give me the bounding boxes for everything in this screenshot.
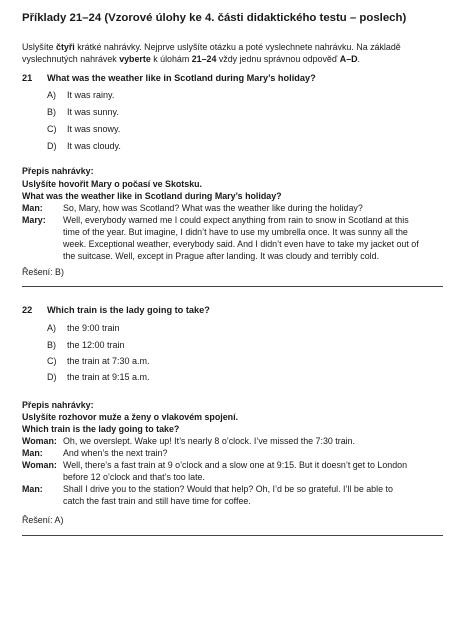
dialogue-text: Shall I drive you to the station? Would that help? Oh, I’d be so grateful. I’ll be able to	[63, 484, 393, 494]
dialogue-text: Oh, we overslept. Wake up! It’s nearly 8 o’clock. I’ve missed the 7:30 train.	[63, 436, 356, 446]
answer-option-c	[47, 356, 150, 366]
option-text: the train at 9:15 a.m.	[67, 372, 150, 382]
option-text: It was rainy.	[67, 90, 115, 100]
instr-text: vyslechnutých nahrávek	[22, 54, 120, 64]
question-number: 21	[22, 73, 33, 83]
speaker-label: Woman:	[22, 460, 57, 470]
instr-bold: čtyři	[56, 42, 75, 52]
instructions-line-1	[22, 41, 401, 53]
dialogue-text: Well, there’s a fast train at 9 o’clock and a slow one at 9:15. But it doesn’t get to London	[63, 460, 408, 470]
dialogue-text: Well, everybody warned me I could expect anything from rain to snow in Scotland at this	[63, 215, 409, 225]
option-letter: B)	[47, 340, 56, 350]
dialogue-line	[22, 447, 167, 459]
transcript-intro: Uslyšíte hovořit Mary o počasí ve Skotsku.	[22, 179, 203, 189]
instr-text: Uslyšíte	[22, 42, 57, 52]
option-letter: A)	[47, 323, 56, 333]
instr-bold: vyberte	[119, 54, 151, 64]
instr-bold: 21–24	[191, 54, 217, 64]
option-letter: B)	[47, 107, 56, 117]
speaker-label: Man:	[22, 484, 43, 494]
option-text: It was snowy.	[67, 124, 121, 134]
option-letter: D)	[47, 141, 57, 151]
question-text: Which train is the lady going to take?	[47, 305, 210, 315]
dialogue-line	[22, 214, 409, 226]
speaker-label: Mary:	[22, 215, 46, 225]
question-text: What was the weather like in Scotland during Mary’s holiday?	[47, 73, 316, 83]
instr-text: k úlohám	[150, 54, 192, 64]
option-letter: D)	[47, 372, 57, 382]
answer-option-b	[47, 340, 125, 350]
answer-option-d	[47, 141, 121, 151]
dialogue-line: catch the fast train and still have time for coffee.	[63, 496, 251, 506]
instr-text: vždy jednu správnou odpověď	[216, 54, 340, 64]
option-text: It was cloudy.	[67, 141, 121, 151]
question-number: 22	[22, 305, 33, 315]
transcript-question: What was the weather like in Scotland during Mary’s holiday?	[22, 191, 282, 201]
dialogue-line	[22, 435, 355, 447]
answer-option-a	[47, 90, 114, 100]
option-text: the 12:00 train	[67, 340, 125, 350]
dialogue-line	[22, 459, 407, 471]
dialogue-text: And when’s the next train?	[63, 448, 168, 458]
instructions-line-2	[22, 53, 360, 65]
transcript-label: Přepis nahrávky:	[22, 400, 94, 410]
instr-bold: A–D	[339, 54, 358, 64]
divider-line	[22, 286, 443, 287]
answer-option-d	[47, 372, 150, 382]
dialogue-text: So, Mary, how was Scotland? What was the weather like during the holiday?	[63, 203, 363, 213]
solution-text: Řešení: B)	[22, 267, 64, 277]
transcript-question: Which train is the lady going to take?	[22, 424, 180, 434]
dialogue-line: the suitcase. Well, except in Prague after landing. It was cloudy and terribly cold.	[63, 251, 380, 261]
dialogue-line	[22, 202, 363, 214]
transcript-intro: Uslyšíte rozhovor muže a ženy o vlakovém spojení.	[22, 412, 239, 422]
divider-line	[22, 535, 443, 536]
option-text: It was sunny.	[67, 107, 119, 117]
instr-text: krátké nahrávky. Nejprve uslyšíte otázku a poté vyslechnete nahrávku. Na základě	[74, 42, 401, 52]
answer-option-b	[47, 107, 119, 117]
instr-text: .	[357, 54, 361, 64]
answer-option-c	[47, 124, 120, 134]
option-text: the train at 7:30 a.m.	[67, 356, 150, 366]
solution-text: Řešení: A)	[22, 515, 64, 525]
speaker-label: Man:	[22, 448, 43, 458]
dialogue-line: week. Exceptional weather, everybody said. And I didn’t even have to take my jacket out of	[63, 239, 419, 249]
answer-option-a	[47, 323, 120, 333]
option-letter: C)	[47, 124, 57, 134]
transcript-label: Přepis nahrávky:	[22, 166, 94, 176]
option-letter: C)	[47, 356, 57, 366]
option-text: the 9:00 train	[67, 323, 120, 333]
dialogue-line: before 12 o’clock and that’s too late.	[63, 472, 205, 482]
dialogue-line	[22, 483, 393, 495]
speaker-label: Woman:	[22, 436, 57, 446]
dialogue-line: time of the year. But imagine, I didn’t have to use my umbrella once. It was sunny all the	[63, 227, 408, 237]
speaker-label: Man:	[22, 203, 43, 213]
option-letter: A)	[47, 90, 56, 100]
page-title: Příklady 21–24 (Vzorové úlohy ke 4. části didaktického testu – poslech)	[22, 12, 407, 24]
